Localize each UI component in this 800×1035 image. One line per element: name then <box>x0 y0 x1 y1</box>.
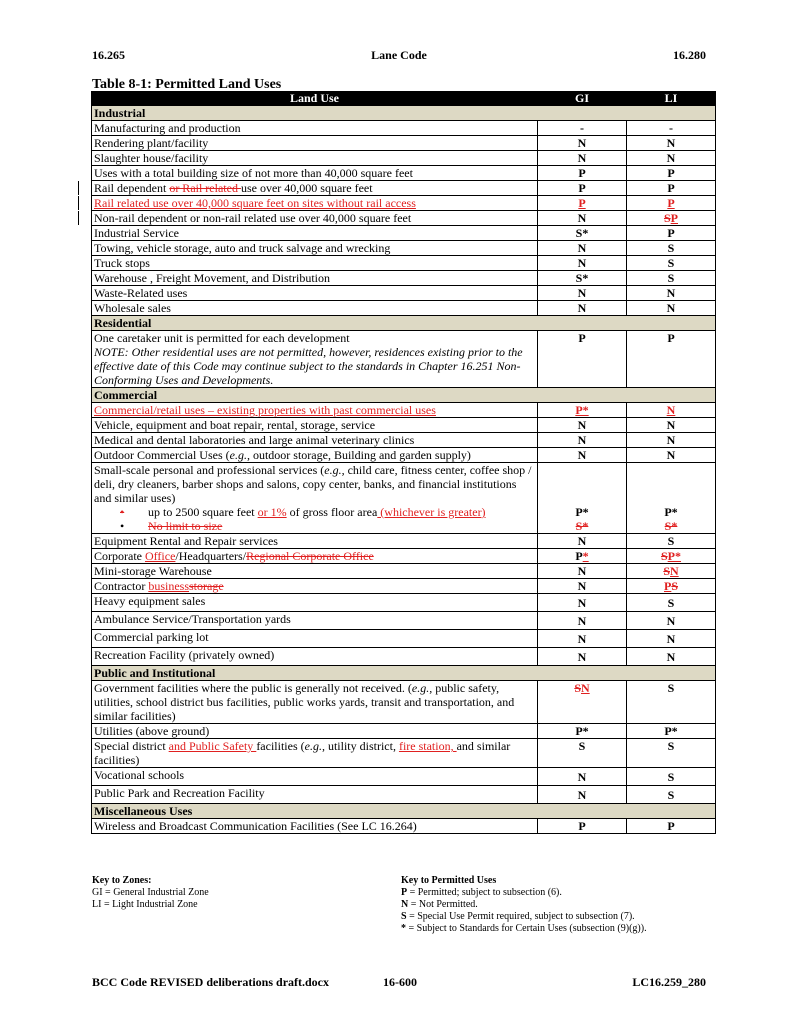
row-label: Mini-storage Warehouse <box>92 564 538 579</box>
text: utility district, <box>324 739 399 753</box>
deleted-text: S <box>671 579 679 593</box>
table-row <box>92 256 716 271</box>
row-label <box>92 739 538 768</box>
text: e.g., <box>229 448 250 462</box>
li-cell <box>627 549 716 564</box>
key-zone-li: LI = Light Industrial Zone <box>92 899 198 910</box>
li-cell: P <box>627 331 716 388</box>
table-row <box>92 579 716 594</box>
table-row <box>92 403 716 418</box>
inserted-text: (whichever is greater) <box>377 505 486 519</box>
gi-cell: N <box>538 564 627 579</box>
table-row <box>92 271 716 286</box>
li-cell: S <box>627 681 716 724</box>
table-row <box>92 226 716 241</box>
li-cell <box>627 463 716 506</box>
table-row <box>92 505 716 519</box>
row-label: Utilities (above ground) <box>92 724 538 739</box>
bullet-icon: • <box>120 519 125 533</box>
li-cell: S <box>627 256 716 271</box>
row-label: Wireless and Broadcast Communication Facilities (See LC 16.264) <box>92 819 538 834</box>
gi-cell: N <box>538 433 627 448</box>
inserted-text: P <box>670 211 679 225</box>
li-cell: S <box>627 594 716 612</box>
row-label: Industrial Service <box>92 226 538 241</box>
table-row <box>92 286 716 301</box>
row-label: Wholesale sales <box>92 301 538 316</box>
text: Corporate <box>94 549 145 563</box>
inserted-text: N <box>670 564 679 578</box>
table-row <box>92 241 716 256</box>
li-cell: N <box>627 648 716 666</box>
gi-cell <box>538 681 627 724</box>
li-cell: N <box>627 630 716 648</box>
li-cell: S <box>627 739 716 768</box>
table-row <box>92 534 716 549</box>
gi-cell: S* <box>538 271 627 286</box>
row-label <box>92 505 538 519</box>
gi-cell: N <box>538 136 627 151</box>
deleted-text: Regional Corporate Office <box>246 549 374 563</box>
row-label <box>92 549 538 564</box>
section-public: Public and Institutional <box>92 666 716 681</box>
section-row <box>92 316 716 331</box>
li-cell: N <box>627 448 716 463</box>
row-label <box>92 403 538 418</box>
table-row <box>92 136 716 151</box>
row-label <box>92 519 538 534</box>
table-row <box>92 612 716 630</box>
section-row <box>92 388 716 403</box>
li-cell: N <box>627 286 716 301</box>
inserted-text: P <box>663 579 672 593</box>
gi-cell: N <box>538 211 627 226</box>
section-commercial: Commercial <box>92 388 716 403</box>
row-label: Equipment Rental and Repair services <box>92 534 538 549</box>
inserted-text: and Public Safety <box>168 739 257 753</box>
text: Special district <box>94 739 169 753</box>
row-label: Ambulance Service/Transportation yards <box>92 612 538 630</box>
row-label <box>92 579 538 594</box>
gi-cell: N <box>538 648 627 666</box>
deleted-text: or Rail related <box>169 181 241 195</box>
li-cell: S* <box>664 519 678 533</box>
key-s: S = Special Use Permit required, subject to subsection (7). <box>401 911 635 922</box>
footer-filename: BCC Code REVISED deliberations draft.docx <box>92 975 330 989</box>
li-cell: S <box>627 768 716 786</box>
table-row <box>92 448 716 463</box>
li-cell: P <box>627 226 716 241</box>
section-row <box>92 666 716 681</box>
li-cell: N <box>627 136 716 151</box>
gi-cell: N <box>538 594 627 612</box>
li-cell: P* <box>627 724 716 739</box>
li-cell: N <box>627 301 716 316</box>
key-star: * = Subject to Standards for Certain Uses (subsection (9)(g)). <box>401 923 647 934</box>
deleted-text: No limit to size <box>148 519 223 533</box>
row-label <box>92 331 538 388</box>
table-row <box>92 739 716 768</box>
row-label <box>92 196 538 211</box>
text: child care, fitness center, coffee shop / deli, dry cleaners, barber shops and salons, copy center, banks, and financial institutions and similar uses) <box>94 463 532 505</box>
gi-cell: N <box>538 768 627 786</box>
gi-cell: N <box>538 630 627 648</box>
table-row <box>92 549 716 564</box>
text: e.g., <box>324 463 345 477</box>
table-row <box>92 630 716 648</box>
row-label: Waste-Related uses <box>92 286 538 301</box>
key-p: P = Permitted; subject to subsection (6). <box>401 887 562 898</box>
key-uses <box>401 875 647 935</box>
gi-cell: - <box>538 121 627 136</box>
gi-cell: S* <box>538 226 627 241</box>
inserted-text: N <box>581 681 590 695</box>
row-label: Warehouse , Freight Movement, and Distribution <box>92 271 538 286</box>
row-label: Vocational schools <box>92 768 538 786</box>
li-cell: N <box>627 612 716 630</box>
gi-cell: P <box>538 166 627 181</box>
row-label: Public Park and Recreation Facility <box>92 786 538 804</box>
footer-page-number: 16-600 <box>383 975 417 989</box>
inserted-text: Commercial/retail uses – existing properties with past commercial uses <box>94 403 436 417</box>
gi-cell: S <box>538 739 627 768</box>
text: Rail dependent <box>94 181 170 195</box>
li-cell: P <box>627 181 716 196</box>
key-zones-title: Key to Zones: <box>92 875 152 886</box>
inserted-text: * <box>582 549 589 563</box>
gi-cell: P <box>538 181 627 196</box>
li-cell: P <box>627 166 716 181</box>
li-cell: N <box>627 151 716 166</box>
table-row <box>92 181 716 196</box>
gi-cell: P* <box>538 505 627 519</box>
table-row <box>92 196 716 211</box>
table-row <box>92 151 716 166</box>
gi-cell: N <box>538 286 627 301</box>
li-cell <box>627 579 716 594</box>
row-label: Recreation Facility (privately owned) <box>92 648 538 666</box>
key-zone-gi: GI = General Industrial Zone <box>92 887 209 898</box>
li-cell: N <box>627 418 716 433</box>
table-row <box>92 433 716 448</box>
table-header-row <box>92 92 716 106</box>
table-row <box>92 166 716 181</box>
row-label <box>92 181 538 196</box>
inserted-text: Office <box>144 549 176 563</box>
li-cell: S <box>627 241 716 256</box>
table-row <box>92 301 716 316</box>
bullet-icon: • <box>120 505 125 519</box>
gi-cell: N <box>538 448 627 463</box>
key-zones <box>92 875 209 911</box>
table-row <box>92 786 716 804</box>
gi-cell: N <box>538 534 627 549</box>
text: Outdoor Commercial Uses ( <box>94 448 230 462</box>
section-misc: Miscellaneous Uses <box>92 804 716 819</box>
row-label: Towing, vehicle storage, auto and truck salvage and wrecking <box>92 241 538 256</box>
key-uses-title: Key to Permitted Uses <box>401 875 497 886</box>
text: up to 2500 square feet <box>148 505 258 519</box>
column-header-gi: GI <box>538 92 627 106</box>
inserted-text: Rail related use over 40,000 square feet on sites without rail access <box>94 196 416 210</box>
deleted-text: S <box>663 564 670 578</box>
gi-cell <box>538 463 627 506</box>
deleted-text: S <box>574 681 581 695</box>
table-row <box>92 594 716 612</box>
row-label: Heavy equipment sales <box>92 594 538 612</box>
header-section-end: 16.280 <box>673 48 706 62</box>
text: e.g., <box>411 681 433 695</box>
text: Small-scale personal and professional services ( <box>94 463 325 477</box>
li-cell: S <box>627 534 716 549</box>
gi-cell: S* <box>575 519 589 533</box>
row-label: Medical and dental laboratories and large animal veterinary clinics <box>92 433 538 448</box>
section-row <box>92 106 716 121</box>
li-cell: P <box>627 819 716 834</box>
gi-cell: N <box>538 786 627 804</box>
li-cell: N <box>666 403 676 417</box>
text: Contractor <box>94 579 149 593</box>
table-row <box>92 418 716 433</box>
gi-cell: P <box>538 331 627 388</box>
gi-cell: N <box>538 301 627 316</box>
table-row <box>92 463 716 506</box>
gi-cell: P* <box>575 403 589 417</box>
table-row <box>92 724 716 739</box>
gi-cell: N <box>538 151 627 166</box>
gi-cell: P* <box>538 724 627 739</box>
text: /Headquarters/ <box>175 549 247 563</box>
text: use over 40,000 square feet <box>240 181 373 195</box>
text: e.g., <box>304 739 325 753</box>
row-label: Uses with a total building size of not more than 40,000 square feet <box>92 166 538 181</box>
row-label: Slaughter house/facility <box>92 151 538 166</box>
text: Government facilities where the public is generally not received. ( <box>94 681 412 695</box>
row-label: Manufacturing and production <box>92 121 538 136</box>
table-title: Table 8-1: Permitted Land Uses <box>92 77 282 92</box>
row-label: Vehicle, equipment and boat repair, rental, storage, service <box>92 418 538 433</box>
li-cell: S <box>627 786 716 804</box>
key-n: N = Not Permitted. <box>401 899 478 910</box>
note-text: NOTE: Other residential uses are not permitted, however, residences existing prior to the effective date of this Code may continue subject to the standards in Chapter 16.251 Non-Conforming Uses and Developments. <box>94 345 523 387</box>
table-row <box>92 681 716 724</box>
deleted-text: storage <box>189 579 224 593</box>
row-label <box>92 463 538 506</box>
table-row <box>92 768 716 786</box>
gi-cell <box>538 549 627 564</box>
table-row <box>92 564 716 579</box>
inserted-text: P* <box>667 549 682 563</box>
text: One caretaker unit is permitted for each development <box>94 331 350 345</box>
row-label <box>92 211 538 226</box>
inserted-text: or 1% <box>257 505 287 519</box>
text: outdoor storage, Building and garden supply) <box>249 448 471 462</box>
table-row <box>92 819 716 834</box>
land-use-table <box>91 91 716 834</box>
gi-cell: N <box>538 612 627 630</box>
text: Non-rail dependent or non-rail related use over 40,000 square feet <box>94 211 412 225</box>
table-row <box>92 121 716 136</box>
row-label: Commercial parking lot <box>92 630 538 648</box>
inserted-text: business <box>148 579 189 593</box>
deleted-text: S <box>663 211 671 225</box>
row-label <box>92 681 538 724</box>
table-row <box>92 331 716 388</box>
table-row <box>92 648 716 666</box>
gi-cell: N <box>538 256 627 271</box>
table-row <box>92 519 716 534</box>
li-cell: P* <box>627 505 716 519</box>
gi-cell: P <box>538 819 627 834</box>
li-cell: - <box>627 121 716 136</box>
section-industrial: Industrial <box>92 106 716 121</box>
text: public safety, utilities, school district bus facilities, public works yards, transit and transportation, and similar facilities) <box>94 681 515 723</box>
table-row <box>92 211 716 226</box>
section-residential: Residential <box>92 316 716 331</box>
text: of gross floor area <box>286 505 378 519</box>
inserted-text: fire station, <box>398 739 457 753</box>
text: P <box>575 549 583 563</box>
li-cell <box>627 211 716 226</box>
gi-cell: N <box>538 241 627 256</box>
row-label: Truck stops <box>92 256 538 271</box>
footer-code-ref: LC16.259_280 <box>632 975 706 989</box>
li-cell: P <box>667 196 675 210</box>
column-header-land-use: Land Use <box>92 92 538 106</box>
li-cell <box>627 564 716 579</box>
row-label: Rendering plant/facility <box>92 136 538 151</box>
gi-cell: N <box>538 579 627 594</box>
header-section-start: 16.265 <box>92 48 125 62</box>
gi-cell: N <box>538 418 627 433</box>
text: and similar facilities) <box>94 739 511 767</box>
column-header-li: LI <box>627 92 716 106</box>
deleted-text: S <box>660 549 668 563</box>
section-row <box>92 804 716 819</box>
li-cell: S <box>627 271 716 286</box>
li-cell: N <box>627 433 716 448</box>
header-title: Lane Code <box>371 48 427 62</box>
row-label <box>92 448 538 463</box>
gi-cell: P <box>578 196 586 210</box>
text: facilities ( <box>256 739 305 753</box>
